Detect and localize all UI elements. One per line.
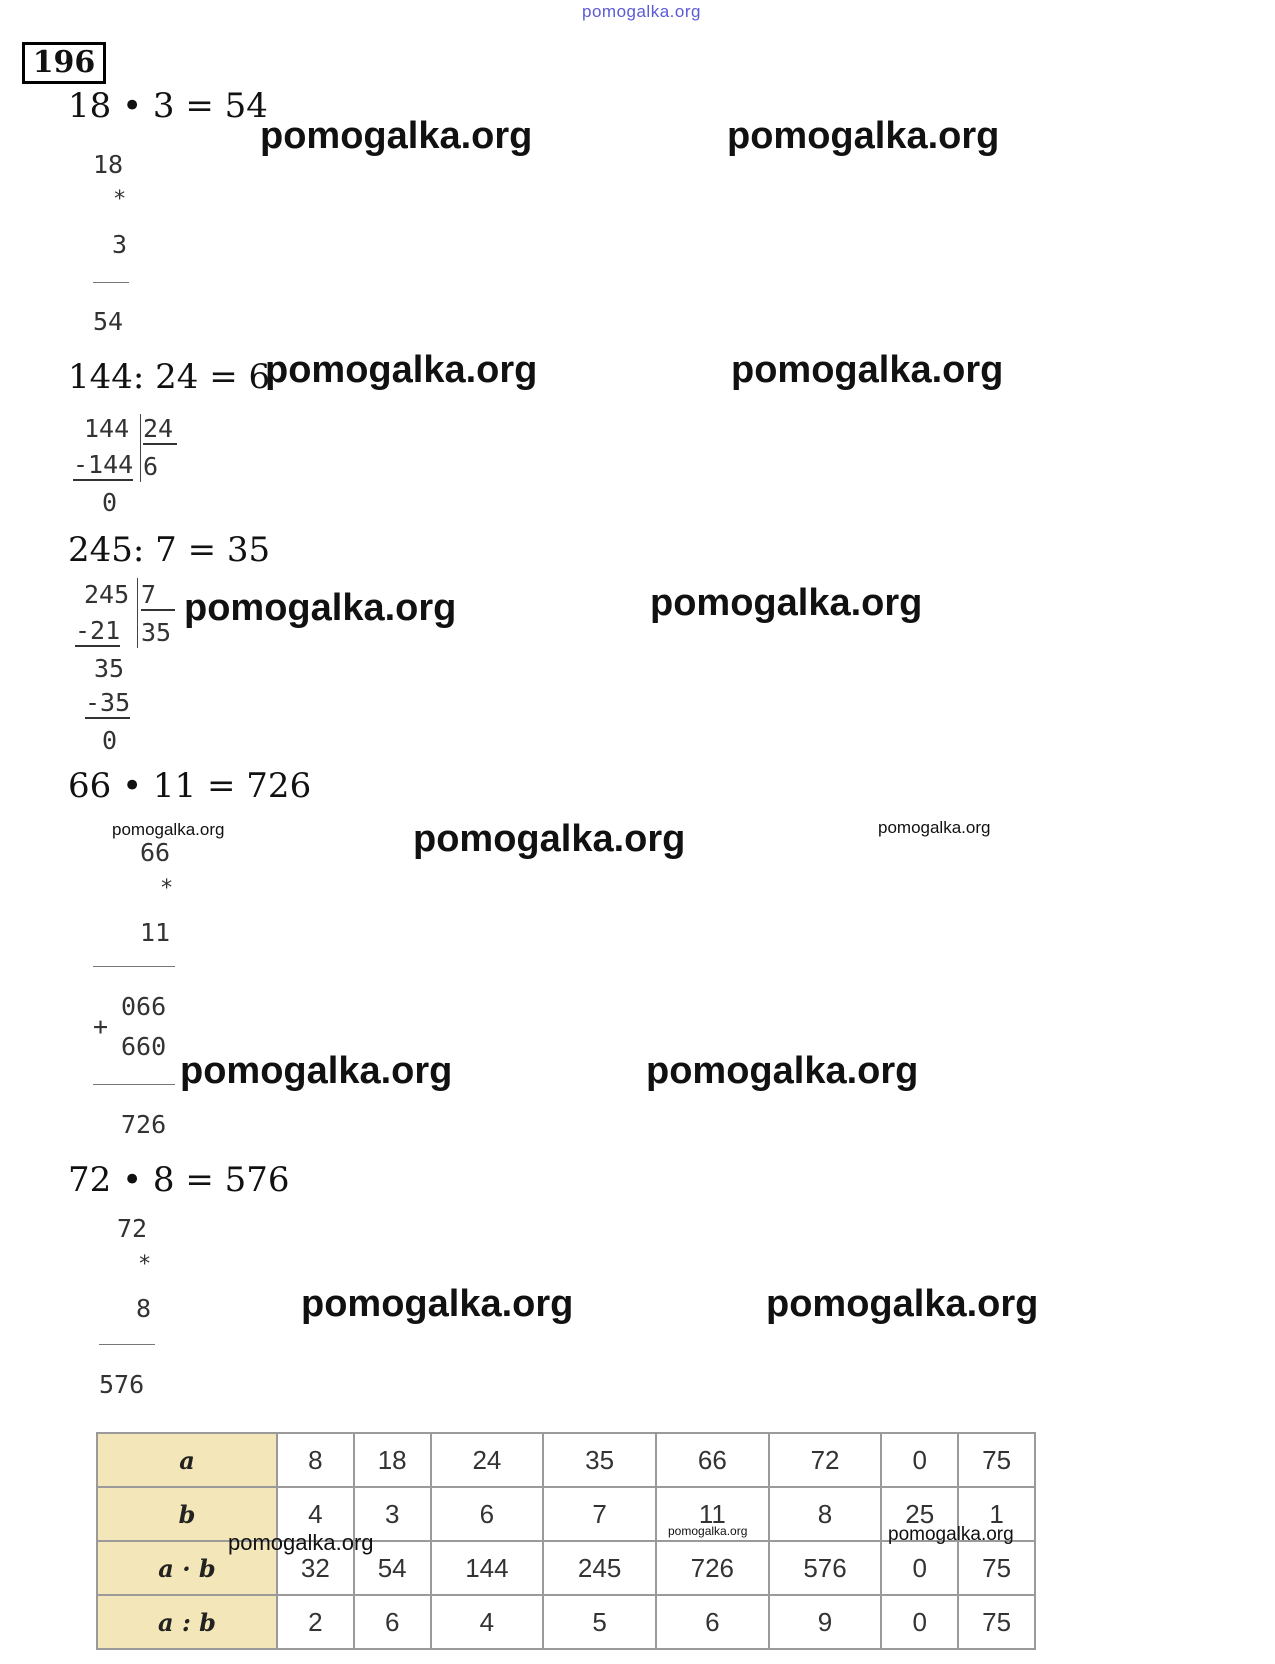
- equation-3: 245: 7 = 35: [68, 530, 271, 570]
- row-label: b: [97, 1487, 277, 1541]
- watermark: pomogalka.org: [731, 349, 1004, 391]
- col-mult-rule: [93, 1084, 175, 1085]
- watermark: pomogalka.org: [112, 820, 225, 839]
- watermark: pomogalka.org: [265, 349, 538, 391]
- table-cell: 75: [958, 1541, 1035, 1595]
- long-div-subtract: -144: [73, 450, 134, 479]
- long-div-divisor: 24: [143, 414, 177, 445]
- watermark: pomogalka.org: [766, 1283, 1039, 1325]
- table-cell: 72: [769, 1433, 882, 1487]
- col-mult-plus: +: [93, 1012, 109, 1041]
- table-cell: 4: [431, 1595, 544, 1649]
- long-div-dividend: 245: [84, 580, 130, 609]
- table-cell: 0: [881, 1595, 958, 1649]
- col-mult-sign: *: [160, 876, 174, 901]
- table-cell: 726: [656, 1541, 769, 1595]
- watermark: pomogalka.org: [260, 115, 533, 157]
- long-div-remainder: 0: [102, 726, 118, 755]
- watermark: pomogalka.org: [646, 1050, 919, 1092]
- col-mult-result: 54: [93, 307, 124, 336]
- col-mult-partial: 660: [121, 1032, 167, 1061]
- col-mult-result: 726: [121, 1110, 167, 1139]
- table-cell: 0: [881, 1541, 958, 1595]
- watermark: pomogalka.org: [668, 1524, 748, 1538]
- table-cell: 11: [656, 1487, 769, 1541]
- table-cell: 4: [277, 1487, 354, 1541]
- table-cell: 5: [543, 1595, 656, 1649]
- watermark: pomogalka.org: [727, 115, 1000, 157]
- watermark: pomogalka.org: [888, 1524, 1014, 1545]
- task-number: 196: [22, 42, 106, 84]
- table-cell: 0: [881, 1433, 958, 1487]
- col-mult-rule: [99, 1344, 155, 1345]
- table-cell: 18: [354, 1433, 431, 1487]
- long-div-divisor: 7: [141, 580, 175, 611]
- table-cell: 7: [543, 1487, 656, 1541]
- table-cell: 144: [431, 1541, 544, 1595]
- table-cell: 3: [354, 1487, 431, 1541]
- table-row: [97, 1433, 1035, 1487]
- table-cell: 245: [543, 1541, 656, 1595]
- table-cell: 75: [958, 1433, 1035, 1487]
- watermark: pomogalka.org: [878, 818, 991, 837]
- table-cell: 6: [656, 1595, 769, 1649]
- long-div-quotient: 6: [143, 452, 159, 481]
- table-cell: 54: [354, 1541, 431, 1595]
- table-cell: 75: [958, 1595, 1035, 1649]
- top-watermark: pomogalka.org: [582, 2, 701, 21]
- col-mult-partial: 066: [121, 992, 167, 1021]
- equation-2: 144: 24 = 6: [68, 357, 271, 397]
- table-cell: 35: [543, 1433, 656, 1487]
- col-mult-value: 66: [140, 838, 171, 867]
- col-mult-sign: *: [113, 187, 127, 212]
- table-cell: 6: [354, 1595, 431, 1649]
- equation-5: 72 • 8 = 576: [68, 1160, 290, 1200]
- table-cell: 8: [277, 1433, 354, 1487]
- table-cell: 32: [277, 1541, 354, 1595]
- table-cell: 9: [769, 1595, 882, 1649]
- col-mult-value: 11: [140, 918, 171, 947]
- watermark: pomogalka.org: [413, 818, 686, 860]
- table-cell: 1: [958, 1487, 1035, 1541]
- col-mult-sign: *: [138, 1252, 152, 1277]
- table-cell: 24: [431, 1433, 544, 1487]
- table-cell: 8: [769, 1487, 882, 1541]
- table-cell: 2: [277, 1595, 354, 1649]
- long-div-bar: [140, 414, 141, 482]
- watermark: pomogalka.org: [301, 1283, 574, 1325]
- long-div-bar: [137, 578, 138, 648]
- equation-4: 66 • 11 = 726: [68, 766, 312, 806]
- watermark: pomogalka.org: [184, 587, 457, 629]
- col-mult-value: 3: [112, 230, 128, 259]
- table-cell: 576: [769, 1541, 882, 1595]
- col-mult-rule: [93, 282, 129, 283]
- long-div-subtract: -21: [75, 616, 121, 645]
- watermark: pomogalka.org: [650, 582, 923, 624]
- row-label: a · b: [97, 1541, 277, 1595]
- long-div-subtract: -35: [85, 688, 131, 717]
- col-mult-value: 72: [117, 1214, 148, 1243]
- long-div-partial: 35: [94, 654, 125, 683]
- col-mult-value: 18: [93, 150, 124, 179]
- watermark: pomogalka.org: [180, 1050, 453, 1092]
- long-div-quotient: 35: [141, 618, 172, 647]
- watermark: pomogalka.org: [228, 1530, 374, 1555]
- table-row: [97, 1595, 1035, 1649]
- table-cell: 6: [431, 1487, 544, 1541]
- row-label: a: [97, 1433, 277, 1487]
- equation-1: 18 • 3 = 54: [68, 86, 268, 126]
- table-cell: 25: [881, 1487, 958, 1541]
- table-cell: 66: [656, 1433, 769, 1487]
- long-div-remainder: 0: [102, 488, 118, 517]
- col-mult-rule: [93, 966, 175, 967]
- col-mult-result: 576: [99, 1370, 145, 1399]
- col-mult-value: 8: [136, 1294, 152, 1323]
- long-div-dividend: 144: [84, 414, 130, 443]
- row-label: a : b: [97, 1595, 277, 1649]
